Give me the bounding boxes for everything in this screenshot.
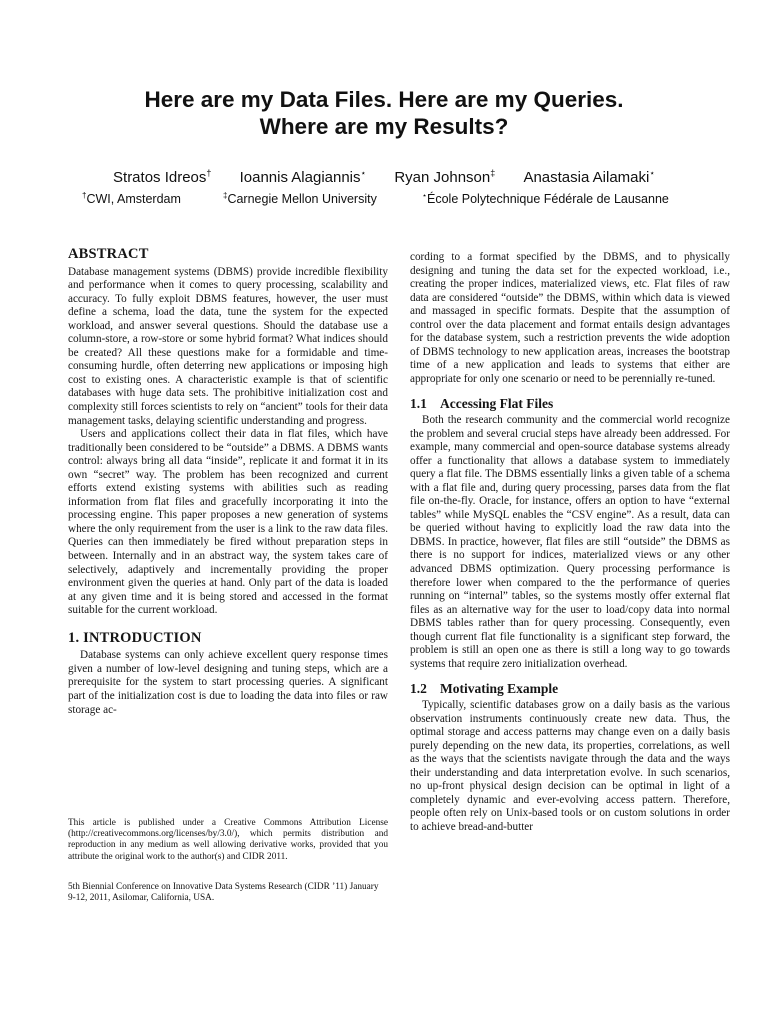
- license-footnote: This article is published under a Creative Commons Attribution License (http://creativecommons.org/licenses/by/3.0/), which permits distribution and reproduction in any medium as well allowing derivative works, provided that you attribute the original work to the author(s) and CIDR 2011.: [68, 818, 388, 862]
- affiliation-name: CWI, Amsterdam: [86, 192, 181, 207]
- affiliation-1: [82, 188, 181, 207]
- section-number: 1.1: [410, 396, 427, 412]
- paper-title: [60, 86, 708, 140]
- title-line-2: Where are my Results?: [259, 114, 509, 139]
- author-4: [523, 169, 655, 186]
- affiliation-list: [60, 188, 708, 206]
- introduction-heading: 1. INTRODUCTION: [68, 629, 202, 646]
- abstract-paragraph-2: Users and applications collect their data in flat files, which have traditionally been considered to be “outside” a DBMS. A DBMS wants control: always bring all data “inside”, replicate it and format it in its own “secret” way. The problem has been recognized and current efforts extend existing systems with abilities such as reading information from flat files and gracefully incorporating it into the processing engine. This paper proposes a new generation of systems where the only requirement from the user is a link to the raw data files. Queries can then immediately be fired without preparation steps in between. Internally and in an abstract way, the system takes care of selectively, adaptively and incrementally providing the proper environment given the queries at hand. Only part of the data is loaded at any given time and it is being stored and accessed in the format suitable for the current workload.: [68, 428, 388, 617]
- affiliation-mark: ⋆: [422, 191, 428, 200]
- author-2: [240, 169, 367, 186]
- author-name: Ioannis Alagiannis: [239, 169, 361, 186]
- conference-footnote: 5th Biennial Conference on Innovative Data Systems Research (CIDR ’11) January 9-12, 2011, Asilomar, California, USA.: [68, 882, 379, 904]
- affiliation-3: [422, 188, 669, 207]
- affiliation-mark: ‡: [223, 191, 228, 200]
- section-1-1-heading: [410, 397, 730, 411]
- abstract-paragraph-1: Database management systems (DBMS) provide incredible flexibility and performance when it comes to query processing, scalability and accuracy. To fully exploit DBMS features, however, the user must define a schema, load the data, tune the system for the expected workload, and answer several questions. Should the database use a column-store, a row-store or some hybrid format? What indices should be created? All these questions make for a formidable and time-consuming hurdle, often deterring new applications or imposing high cost to existing ones. A characteristic example is that of scientific databases with huge data sets. The prohibitive initialization cost and complexity still forces scientists to rely on “ancient” tools for their data management tasks, delaying scientific understanding and progress.: [68, 265, 388, 427]
- introduction-continuation: cording to a format specified by the DBMS, and to physically designing and tuning the data set for the expected workload, i.e., creating the proper indices, materialized views, etc. Flat files of raw data are considered “outside” the DBMS, within which data is viewed and massaged in specific formats. Despite that the assumption of control over the data placement and format entails design advantages for the database system, such a restriction prevents the wide adoption of DBMS technology to new application areas, increases the bootstrap time of a new application and leads to systems that either are appropriate for only one scenario or need to be perennially re-tuned.: [410, 251, 730, 385]
- author-mark: ‡: [490, 168, 496, 178]
- section-1-1-paragraph: Both the research community and the commercial world recognize the problem and several crucial steps have already been addressed. For example, many commercial and open-source database systems already offer a functionality that allows a database system to immediately query a flat file. The DBMS essentially links a given table of a schema with a flat file and, during query processing, parses data from the flat file on-the-fly. Oracle, for instance, offers an option to have “external tables” while MySQL enables the “CSV engine”. As a result, data can be queried without having to explicitly load the raw data into the DBMS. In practice, however, flat files are still “outside” the DBMS as there is no support for indices, materialized views or any other advanced DBMS optimization. Query processing performance is therefore lower when compared to the the performance of queries running on “internal” tables, so the systems mostly offer external flat files as an alternative way for the user to load/copy data into normal DBMS tables rather than for query processing. Consequently, even though current flat file functionality is a significant step forward, the problem is still an open one as there is still a long way to go towards systems that require zero initialization overhead.: [410, 414, 730, 670]
- section-1-2-heading: [410, 682, 730, 696]
- affiliation-mark: †: [82, 191, 87, 200]
- section-1-2-paragraph: Typically, scientific databases grow on a daily basis as the various observation instruments continuously create new data. Thus, the optimal storage and access patterns may change even on a daily basis purely depending on the new data, its properties, correlations, as well as the ways that the scientists navigate through the data and the ways their understanding and data interpretation evolve. In such scenarios, no up-front physical design decision can be optimal in light of a completely dynamic and ever-evolving access pattern. Therefore, people often rely on Unix-based tools or on custom solutions in order to achieve bread-and-butter: [410, 698, 730, 833]
- author-name: Stratos Idreos: [113, 169, 207, 186]
- author-mark: ⋆: [649, 168, 655, 178]
- affiliation-name: École Polytechnique Fédérale de Lausanne: [427, 192, 669, 207]
- author-1: [113, 169, 211, 186]
- section-title: Accessing Flat Files: [440, 396, 554, 412]
- author-list: [60, 164, 708, 187]
- author-3: [394, 169, 495, 186]
- right-column: [410, 251, 730, 834]
- author-name: Anastasia Ailamaki: [523, 169, 650, 186]
- introduction-paragraph-1: Database systems can only achieve excellent query response times given a number of low-level designing and tuning steps, which are a prerequisite for the system to start processing queries. A significant part of the initialization cost is due to loading the data into files or raw storage ac-: [68, 649, 388, 716]
- section-title: Motivating Example: [440, 681, 559, 697]
- author-mark: †: [206, 168, 212, 178]
- affiliation-2: [223, 188, 377, 207]
- left-column: [68, 248, 388, 717]
- author-mark: ⋆: [360, 168, 367, 178]
- abstract-heading: ABSTRACT: [68, 246, 149, 262]
- title-line-1: Here are my Data Files. Here are my Queries.: [144, 87, 624, 112]
- affiliation-name: Carnegie Mellon University: [227, 192, 377, 207]
- author-name: Ryan Johnson: [394, 169, 491, 186]
- section-number: 1.2: [410, 681, 427, 697]
